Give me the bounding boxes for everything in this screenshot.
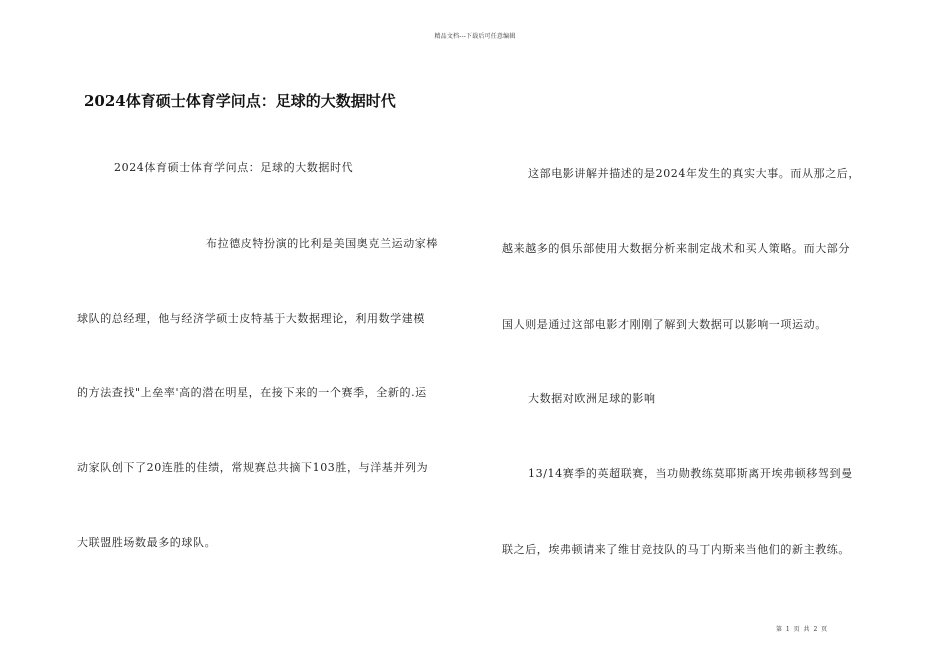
right-paragraph-line: 这部电影讲解并描述的是2024年发生的真实大事。而从那之后， [528, 167, 860, 180]
page-number: 第 1 页 共 2 页 [776, 626, 829, 633]
page-header: 精品文档---下载后可任意编辑 [434, 33, 516, 40]
right-paragraph-line: 13/14赛季的英超联赛，当功勋教练莫耶斯离开埃弗顿移驾到曼 [528, 467, 853, 480]
section-heading: 大数据对欧洲足球的影响 [528, 392, 656, 405]
left-paragraph-line: 球队的总经理，他与经济学硕士皮特基于大数据理论，利用数学建模 [77, 312, 425, 325]
right-paragraph-line: 联之后，埃弗顿请来了维甘竞技队的马丁内斯来当他们的新主教练。 [502, 543, 850, 556]
right-paragraph-line: 国人则是通过这部电影才刚刚了解到大数据可以影响一项运动。 [502, 318, 827, 331]
left-paragraph-line: 大联盟胜场数最多的球队。 [77, 536, 217, 549]
right-paragraph-line: 越来越多的俱乐部使用大数据分析来制定战术和买人策略。而大部分 [502, 242, 850, 255]
left-paragraph-line: 2024体育硕士体育学问点：足球的大数据时代 [114, 161, 354, 174]
left-paragraph-line: 的方法查找"上垒率'高的潜在明星，在接下来的一个赛季，全新的.运 [77, 386, 427, 399]
left-paragraph-line: 布拉德皮特扮演的比利是美国奥克兰运动家棒 [206, 237, 438, 250]
document-title: 2024体育硕士体育学问点：足球的大数据时代 [84, 92, 396, 110]
left-paragraph-line: 动家队创下了20连胜的佳绩，常规赛总共摘下103胜，与洋基并列为 [77, 461, 429, 474]
